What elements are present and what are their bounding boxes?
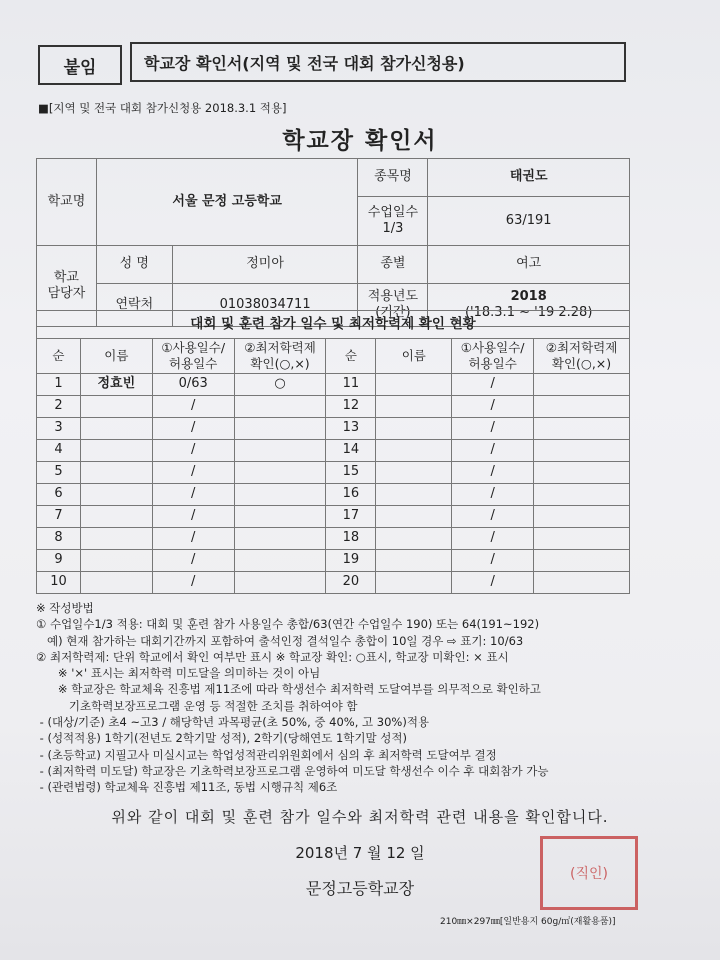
row-name: [80, 418, 152, 440]
row-days: /: [452, 550, 534, 572]
row-no: 13: [326, 418, 376, 440]
table-row: [37, 572, 630, 594]
contact-label: 연락처: [96, 284, 172, 327]
table-row: [37, 484, 630, 506]
row-check: [234, 396, 326, 418]
instruction-line: - (최저학력 미도달) 학교장은 기초학력보장프로그램 운영하여 미도달 학생선수 이수 후 대회참가 가능: [36, 763, 549, 778]
row-check: [534, 506, 630, 528]
page-title: 학교장 확인서: [282, 128, 438, 154]
form-title-box: 학교장 확인서(지역 및 전국 대회 참가신청용): [130, 42, 626, 82]
row-check: [234, 528, 326, 550]
principal-signature: 문정고등학교장: [305, 879, 415, 898]
row-no: 12: [326, 396, 376, 418]
instruction-line: ※ 작성방법: [36, 601, 94, 615]
writing-instructions: [36, 600, 696, 796]
row-check: [234, 550, 326, 572]
instruction-line: - (관련법령) 학교체육 진흥법 제11조, 동법 시행규칙 제6조: [36, 780, 338, 795]
row-name: [376, 396, 452, 418]
row-days: /: [452, 528, 534, 550]
record-table-title: 대회 및 훈련 참가 일수 및 최저학력제 확인 현황: [37, 311, 630, 339]
row-no: 18: [326, 528, 376, 550]
row-check: [534, 528, 630, 550]
table-row: [37, 462, 630, 484]
row-no: 5: [37, 462, 81, 484]
row-check: [534, 374, 630, 396]
instruction-line: - (대상/기준) 초4 ~고3 / 해당학년 과목평균(초 50%, 중 40%, 고 30%)적용: [36, 715, 430, 730]
row-no: 9: [37, 550, 81, 572]
row-no: 2: [37, 396, 81, 418]
row-no: 20: [326, 572, 376, 594]
row-check: [234, 506, 326, 528]
instruction-line: - (성적적용) 1학기(전년도 2학기말 성적), 2학기(당해연도 1학기말 성적): [36, 731, 407, 746]
participation-record-table: [36, 310, 630, 594]
instruction-line: 기초학력보장프로그램 운영 등 적절한 조치를 취하여야 함: [36, 698, 358, 713]
school-info-table: [36, 158, 630, 327]
year-value: 2018 ('18.3.1 ~ '19 2.28): [428, 284, 630, 327]
row-days: /: [452, 462, 534, 484]
form-version-line: ■[지역 및 전국 대회 참가신청용 2018.3.1 적용]: [38, 101, 287, 115]
row-check: [234, 440, 326, 462]
row-no: 16: [326, 484, 376, 506]
row-name: [80, 484, 152, 506]
row-days: /: [152, 484, 234, 506]
name-value: 정미아: [172, 246, 358, 284]
name-label: 성 명: [96, 246, 172, 284]
row-days: /: [152, 506, 234, 528]
record-header-row: [37, 339, 630, 374]
row-days: /: [452, 418, 534, 440]
school-days-value: 63/191: [428, 197, 630, 246]
row-name: [376, 484, 452, 506]
row-no: 14: [326, 440, 376, 462]
category-label: 종별: [358, 246, 428, 284]
instruction-line: ※ 학교장은 학교체육 진흥법 제11조에 따라 학생선수 최저학력 도달여부를 의무적으로 확인하고: [36, 682, 541, 697]
row-name: [80, 396, 152, 418]
table-row: [37, 418, 630, 440]
confirmation-statement: 위와 같이 대회 및 훈련 참가 일수와 최저학력 관련 내용을 확인합니다.: [111, 808, 609, 826]
row-days: /: [452, 572, 534, 594]
col-no-2: 순: [326, 339, 376, 374]
row-days: /: [152, 528, 234, 550]
row-check: [534, 396, 630, 418]
person-in-charge-label: 학교 담당자: [37, 246, 97, 327]
row-no: 6: [37, 484, 81, 506]
official-seal-stamp: (직인): [540, 836, 638, 910]
instruction-line: 예) 현재 참가하는 대회기간까지 포함하여 출석인정 결석일수 총합이 10일 경우 ⇨ 표기: 10/63: [36, 633, 524, 648]
col-check-2: ②최저학력제 확인(○,×): [534, 339, 630, 374]
row-name: [376, 550, 452, 572]
col-days-2: ①사용일수/ 허용일수: [452, 339, 534, 374]
row-days: 0/63: [152, 374, 234, 396]
school-label: 학교명: [37, 159, 97, 246]
table-row: [37, 440, 630, 462]
row-days: /: [452, 440, 534, 462]
row-days: /: [452, 484, 534, 506]
row-name: [376, 572, 452, 594]
row-days: /: [152, 440, 234, 462]
row-no: 3: [37, 418, 81, 440]
paper-size-note: 210㎜×297㎜[일반용지 60g/㎡(재활용품)]: [440, 917, 616, 927]
row-no: 7: [37, 506, 81, 528]
school-days-label: 수업일수 1/3: [358, 197, 428, 246]
row-days: /: [152, 462, 234, 484]
row-check: ○: [234, 374, 326, 396]
col-days: ①사용일수/ 허용일수: [152, 339, 234, 374]
row-check: [534, 484, 630, 506]
category-value: 여고: [428, 246, 630, 284]
table-row: [37, 396, 630, 418]
sport-value: 태권도: [428, 159, 630, 197]
table-row: [37, 506, 630, 528]
instruction-line: ※ '×' 표시는 최저학력 미도달을 의미하는 것이 아님: [36, 666, 321, 681]
row-check: [534, 440, 630, 462]
col-no: 순: [37, 339, 81, 374]
row-name: [80, 528, 152, 550]
row-name: [80, 440, 152, 462]
table-row: [37, 528, 630, 550]
row-no: 17: [326, 506, 376, 528]
school-name: 서울 문정 고등학교: [96, 159, 358, 246]
row-name: [80, 550, 152, 572]
contact-value: 01038034711: [172, 284, 358, 327]
row-days: /: [152, 396, 234, 418]
row-name: [80, 572, 152, 594]
row-days: /: [452, 506, 534, 528]
row-name: [80, 462, 152, 484]
row-check: [234, 462, 326, 484]
row-name: [376, 418, 452, 440]
row-name: [376, 440, 452, 462]
row-name: [80, 506, 152, 528]
row-days: /: [452, 396, 534, 418]
row-no: 10: [37, 572, 81, 594]
row-name: [376, 506, 452, 528]
row-name: [376, 528, 452, 550]
row-no: 1: [37, 374, 81, 396]
row-days: /: [152, 572, 234, 594]
sport-label: 종목명: [358, 159, 428, 197]
col-check: ②최저학력제 확인(○,×): [234, 339, 326, 374]
table-row: [37, 374, 630, 396]
row-no: 15: [326, 462, 376, 484]
issue-date: 2018년 7 월 12 일: [295, 844, 425, 862]
row-check: [534, 418, 630, 440]
row-check: [234, 484, 326, 506]
table-row: [37, 550, 630, 572]
instruction-line: ① 수업일수1/3 적용: 대회 및 훈련 참가 사용일수 총합/63(연간 수업일수 190) 또는 64(191~192): [36, 617, 540, 632]
row-days: /: [152, 418, 234, 440]
instruction-line: ② 최저학력제: 단위 학교에서 확인 여부만 표시 ※ 학교장 확인: ○표시, 학교장 미확인: × 표시: [36, 649, 509, 664]
attachment-tag: 붙임: [38, 45, 122, 85]
row-check: [534, 572, 630, 594]
row-name: [376, 374, 452, 396]
row-no: 11: [326, 374, 376, 396]
row-no: 8: [37, 528, 81, 550]
col-name: 이름: [80, 339, 152, 374]
row-days: /: [152, 550, 234, 572]
row-name: [376, 462, 452, 484]
row-days: /: [452, 374, 534, 396]
col-name-2: 이름: [376, 339, 452, 374]
row-no: 19: [326, 550, 376, 572]
row-name: 정효빈: [80, 374, 152, 396]
row-check: [534, 550, 630, 572]
instruction-line: - (초등학교) 지필고사 미실시교는 학업성적관리위원회에서 심의 후 최저학력 도달여부 결정: [36, 747, 497, 762]
year-label: 적용년도 (기간): [358, 284, 428, 327]
row-check: [534, 462, 630, 484]
row-no: 4: [37, 440, 81, 462]
row-check: [234, 418, 326, 440]
row-check: [234, 572, 326, 594]
